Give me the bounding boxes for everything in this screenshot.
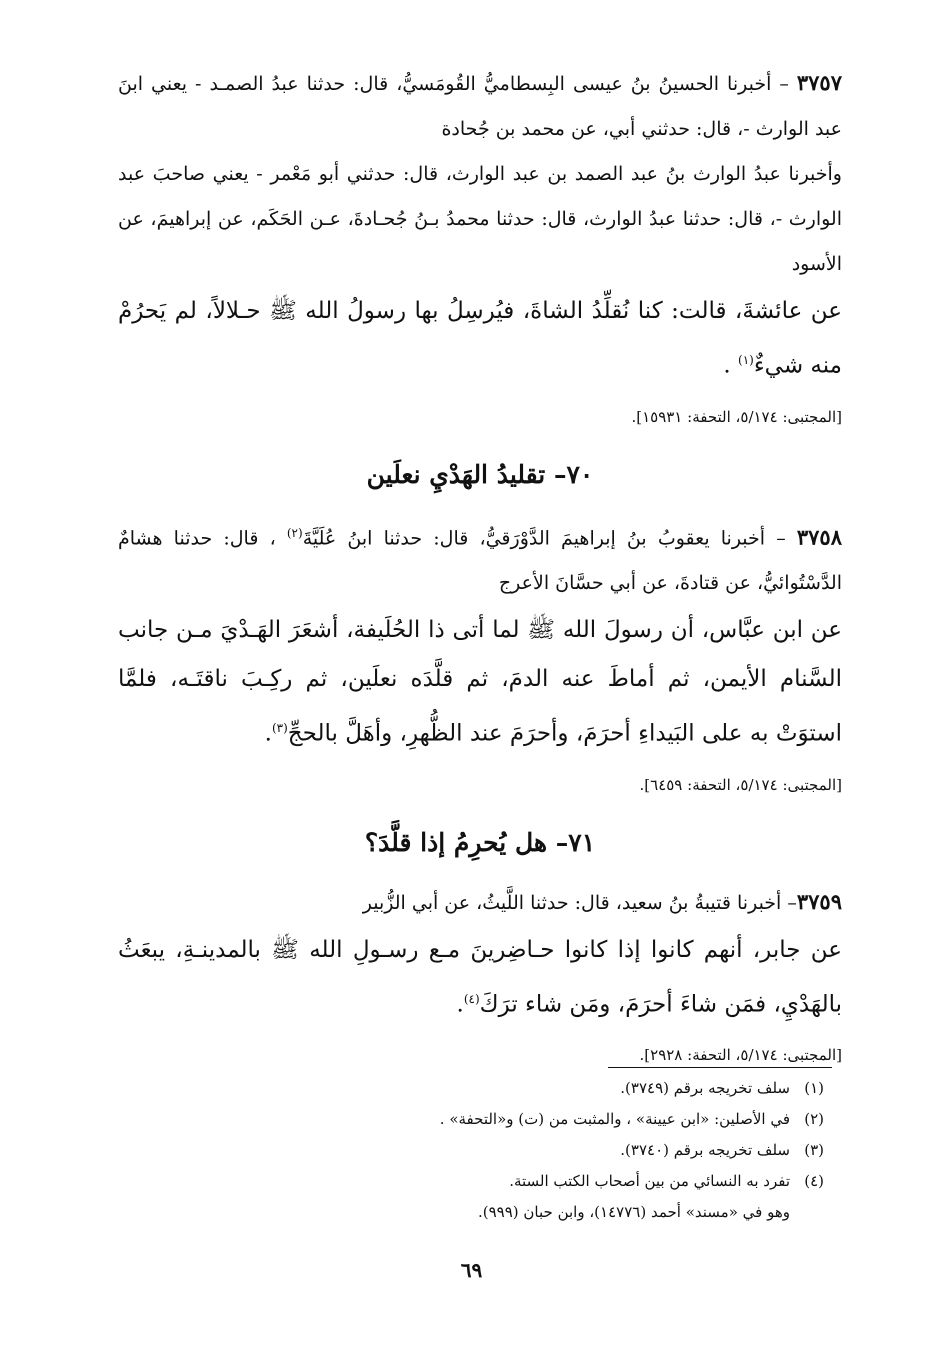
- matn-end: .: [723, 352, 738, 379]
- footnote-mark: (٤): [804, 1172, 824, 1190]
- footnote-mark: (٢): [804, 1110, 824, 1128]
- footnote-mark: (٣): [804, 1141, 824, 1159]
- footnote-text: تفرد به النسائي من بين أصحاب الكتب الستة.: [509, 1172, 790, 1190]
- footnote-item: [300, 1104, 824, 1135]
- footnote-text: سلف تخريجه برقم (٣٧٤٩).: [620, 1079, 790, 1097]
- hadith-3759-isnad: [118, 879, 842, 926]
- footnote-ref[interactable]: (٢): [286, 525, 303, 540]
- hadith-3759-matn: [118, 926, 842, 1030]
- footnote-separator: [608, 1067, 832, 1068]
- source-reference: [المجتبى: ٥/١٧٤، التحفة: ١٥٩٣١].: [631, 407, 842, 426]
- hadith-3757-isnad: [118, 60, 842, 152]
- isnad-text: – أخبرنا يعقوبُ بنُ إبراهيمَ الدَّوْرَقيُّ، قال: حدثنا ابنُ عُلَيَّةَ: [302, 526, 797, 549]
- footnote-item: [300, 1197, 824, 1228]
- footnote-text: في الأصلين: «ابن عيينة» ، والمثبت من (ت) و«التحفة» .: [439, 1110, 790, 1128]
- isnad-text: وأخبرنا عبدُ الوارث بنُ عبد الصمد بن عبد الوارث، قال: حدثني أبو مَعْمر - يعني صاحبَ عبد الوارث -، قال: حدثنا عبدُ الوارث، قال: حدثنا محمدُ بـنُ جُحـادةَ، عـن الحَكَم، عن إبراهيمَ، عن الأسود: [118, 163, 842, 275]
- page-body: [118, 60, 842, 1093]
- footnote-ref[interactable]: (٤): [463, 991, 480, 1006]
- source-reference: [المجتبى: ٥/١٧٤، التحفة: ٦٤٥٩].: [639, 775, 842, 794]
- hadith-3758-isnad: [118, 511, 842, 606]
- footnote-item: [300, 1073, 824, 1104]
- hadith-number: ٣٧٥٧: [796, 70, 842, 95]
- footnote-ref[interactable]: (١): [738, 353, 754, 367]
- matn-end: .: [456, 991, 464, 1018]
- hadith-3758-matn: [118, 606, 842, 759]
- hadith-3757-isnad-2: [118, 152, 842, 287]
- footnote-item: [300, 1135, 824, 1166]
- hadith-3757-matn: [118, 287, 842, 391]
- footnote-mark: (١): [804, 1079, 824, 1097]
- footnote-text: وهو في «مسند» أحمد (١٤٧٧٦)، وابن حبان (٩٩٩).: [478, 1203, 790, 1221]
- footnotes: [300, 1073, 824, 1228]
- page-number: ٦٩: [460, 1258, 483, 1282]
- matn-text: عن جابر، أنهم كانوا إذا كانوا حـاضِرينَ مـع رسـولِ الله ﷺ بالمدينـةِ، يبعَثُ بالهَدْيِ، فمَن شاءَ أحرَمَ، ومَن شاء ترَكَ: [118, 936, 842, 1018]
- isnad-text: – أخبرنا قتيبةُ بنُ سعيد، قال: حدثنا اللَّيثُ، عن أبي الزُّبير: [362, 891, 797, 914]
- footnote-text: سلف تخريجه برقم (٣٧٤٠).: [620, 1141, 790, 1159]
- matn-end: .: [264, 720, 272, 747]
- isnad-text: – أخبرنا الحسينُ بنُ عيسى البِسطاميُّ القُومَسيُّ، قال: حدثنا عبدُ الصمـد - يعني ابنَ عبد الوارث -، قال: حدثني أبي، عن محمد بن جُحادة: [118, 73, 842, 140]
- section-title: ٧١– هل يُحرِمُ إذا قلَّدَ؟: [364, 827, 596, 857]
- matn-text: عن ابن عبَّاس، أن رسولَ الله ﷺ لما أتى ذا الحُلَيفة، أشعَرَ الهَـدْيَ مـن جانب السَّنام الأيمن، ثم أماطَ عنه الدمَ، ثم قلَّدَه نعلَين، ثم ركِـبَ ناقتَـه، فلمَّا استوَتْ به على البَيداءِ أحرَمَ، وأحرَمَ عند الظُّهرِ، وأهَلَّ بالحجِّ: [118, 616, 842, 747]
- footnote-ref[interactable]: (٣): [271, 720, 288, 735]
- footnote-item: [300, 1166, 824, 1197]
- hadith-number: ٣٧٥٩: [796, 888, 842, 914]
- hadith-number: ٣٧٥٨: [796, 523, 842, 549]
- source-reference: [المجتبى: ٥/١٧٤، التحفة: ٢٩٢٨].: [639, 1046, 842, 1065]
- section-title: ٧٠– تقليدُ الهَدْيِ نعلَين: [366, 459, 594, 489]
- matn-text: عن عائشةَ، قالت: كنا نُقلِّدُ الشاةَ، فيُرسِلُ بها رسولُ الله ﷺ حـلالاً، لم يَحرُمْ منه شيءٌ: [118, 298, 842, 379]
- isnad-text: ، قال: حدثنا هشامٌ الدَّسْتُوائيُّ، عن قتادةَ، عن أبي حسَّانَ الأعرج: [118, 526, 842, 594]
